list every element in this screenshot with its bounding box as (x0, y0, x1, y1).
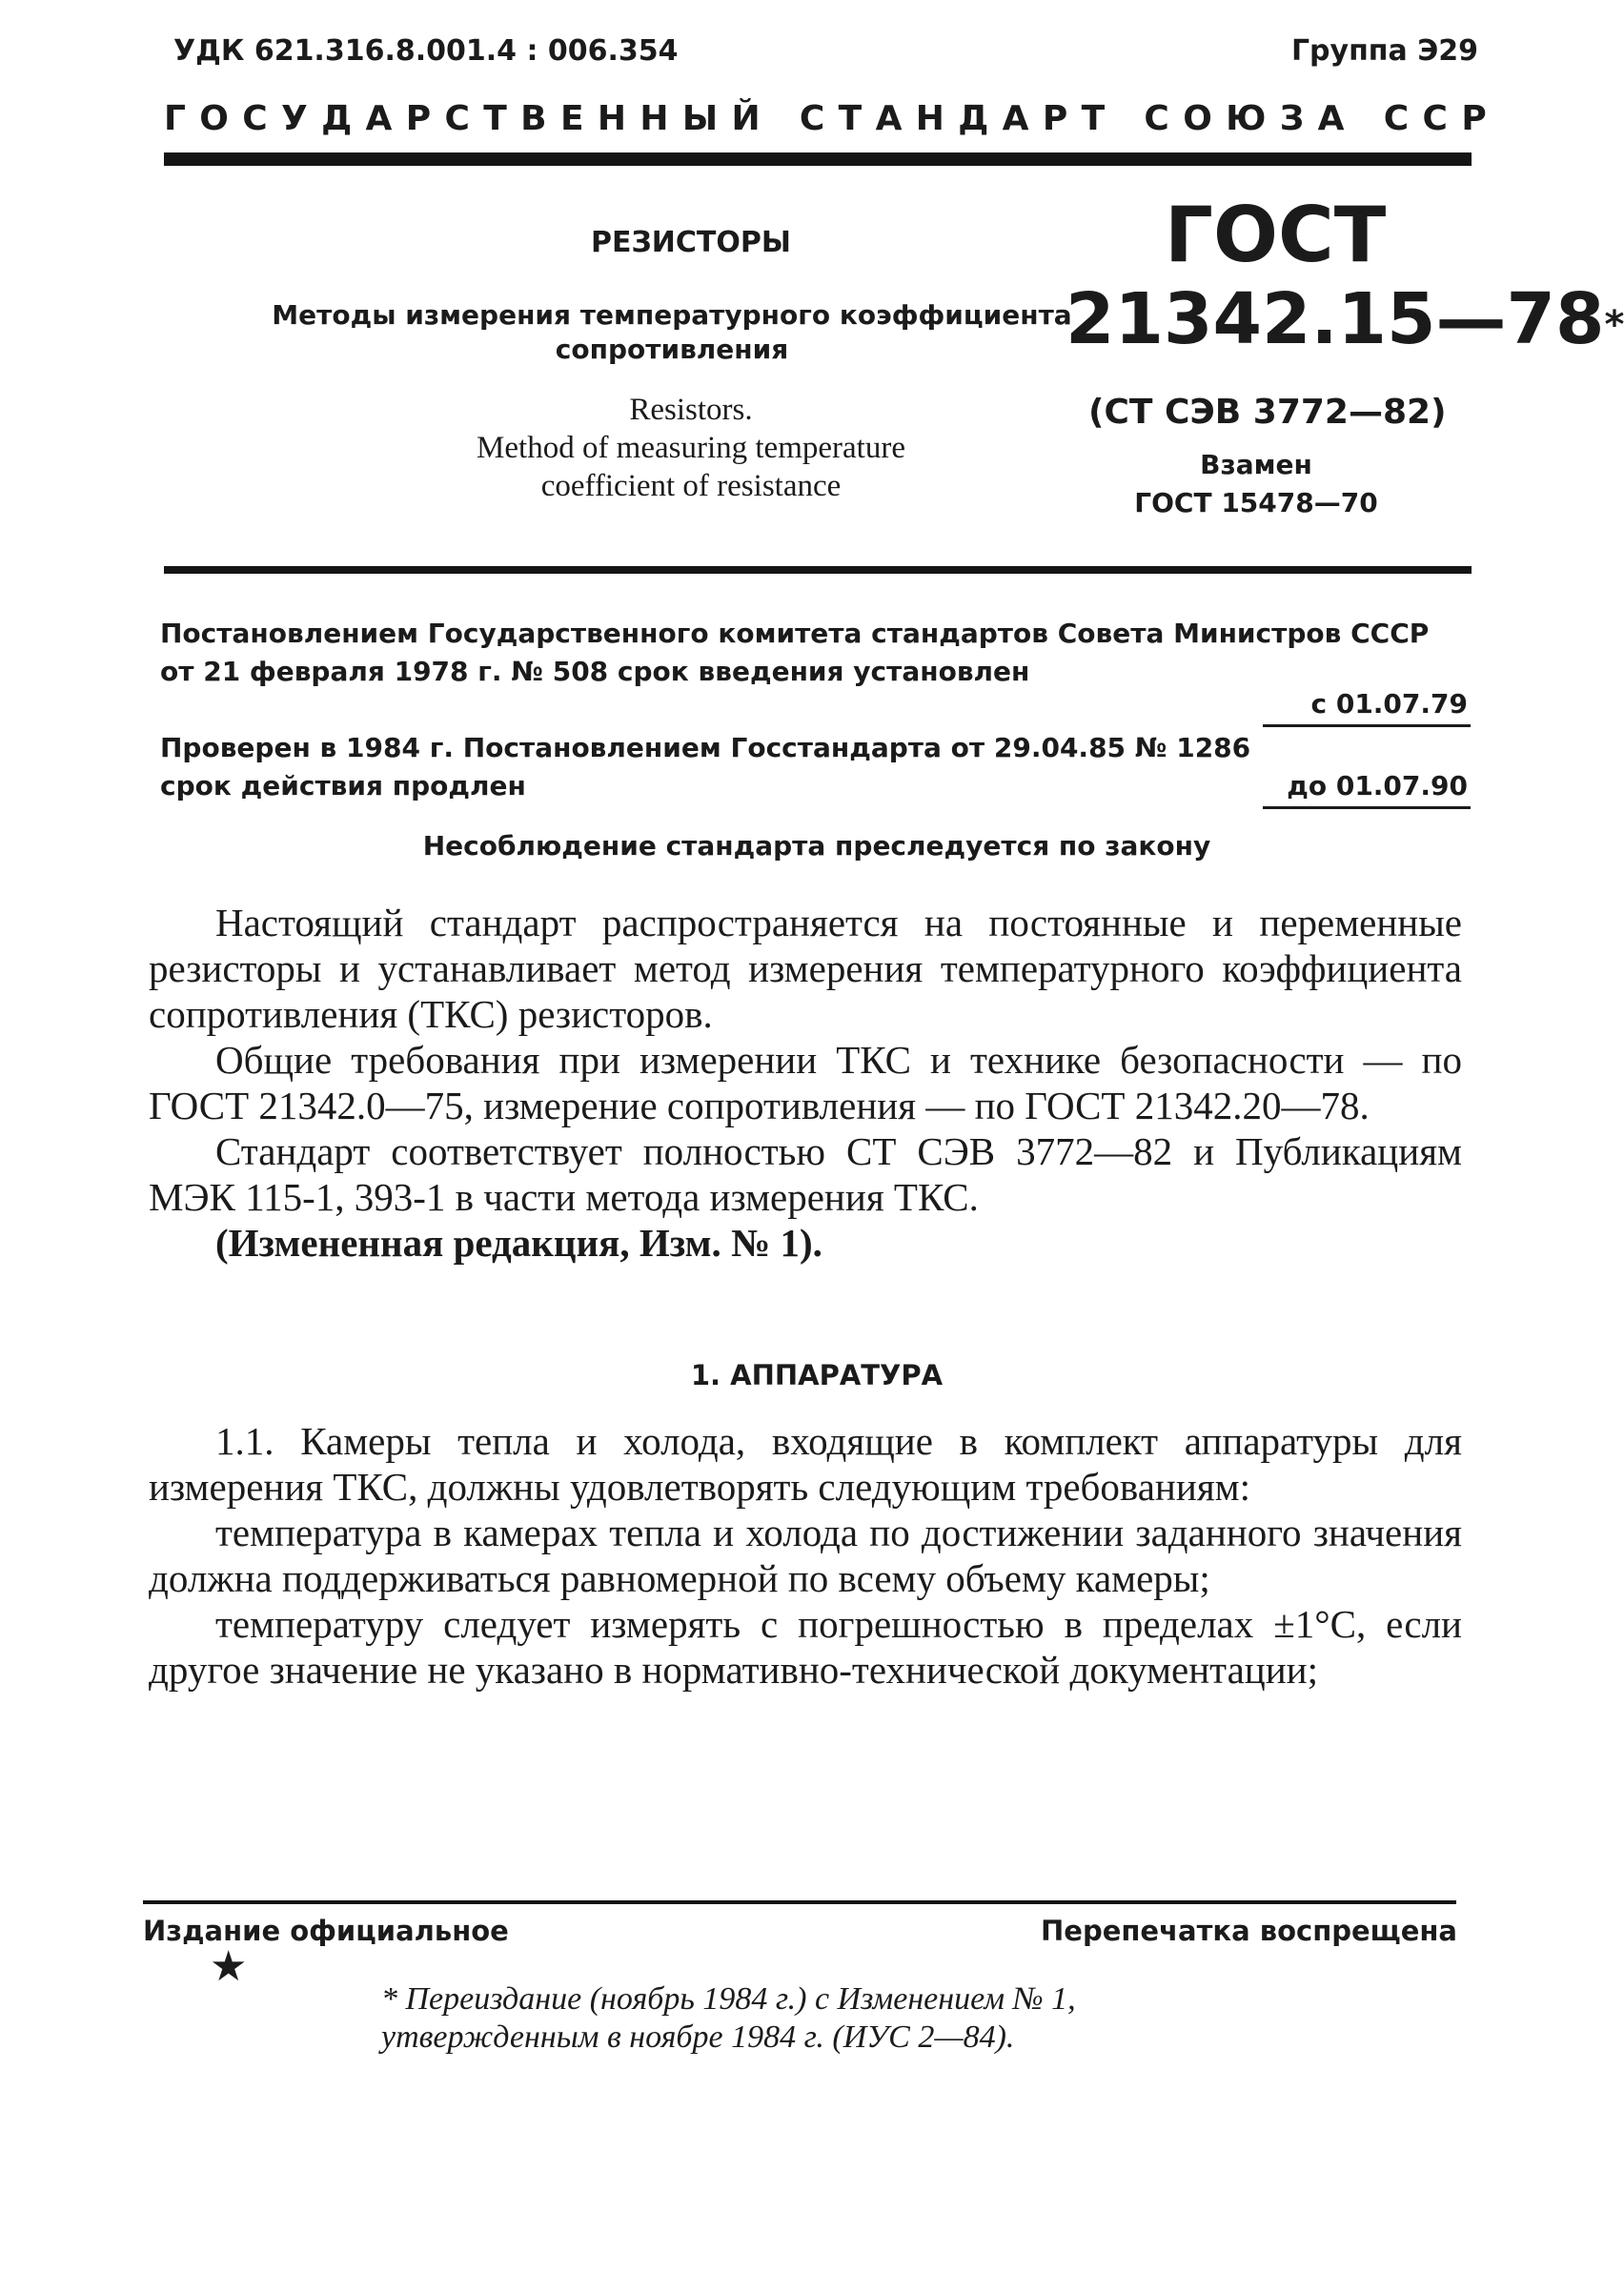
title-rule (164, 566, 1472, 574)
english-title (338, 391, 1044, 505)
section-paragraph-3: температуру следует измерять с погрешностью в пределах ±1°С, если другое значение не указано в нормативно-технической документации; (149, 1602, 1462, 1692)
intro-text (149, 900, 1462, 1266)
english-title-line-2: Method of measuring temperature (477, 431, 905, 465)
banner-letter: О (1183, 99, 1212, 138)
law-notice: Несоблюдение стандарта преследуется по закону (422, 830, 1211, 862)
banner-letter: У (281, 99, 308, 138)
section-text (149, 1418, 1462, 1693)
banner-letter: Т (483, 99, 507, 138)
banner-letter: С (444, 99, 470, 138)
amendment-note: (Измененная редакция, Изм. № 1). (215, 1221, 822, 1265)
date-introduced: с 01.07.79 (1310, 688, 1468, 720)
gost-label: ГОСТ (1165, 191, 1387, 279)
intro-paragraph-3: Стандарт соответствует полностью СТ СЭВ 3772—82 и Публикациям МЭК 115-1, 393-1 в части метода измерения ТКС. (149, 1129, 1462, 1219)
document-subtitle (191, 298, 1153, 367)
banner-letter: З (1279, 99, 1305, 138)
banner-letter: А (875, 99, 903, 138)
section-heading: 1. АППАРАТУРА (690, 1359, 944, 1391)
reprint-prohibited: Перепечатка воспрещена (1041, 1915, 1457, 1947)
english-title-line-1: Resistors. (629, 393, 753, 427)
banner-letter: С (1383, 99, 1410, 138)
section-paragraph-1: 1.1. Камеры тепла и холода, входящие в комплект аппаратуры для измерения ТКС, должны удовлетворять следующим требованиям: (149, 1419, 1462, 1509)
udk-code: УДК 621.316.8.001.4 : 006.354 (173, 34, 679, 68)
date-extended: до 01.07.90 (1287, 770, 1468, 802)
banner-letter: Ы (681, 99, 719, 138)
intro-paragraph-2: Общие требования при измерении ТКС и технике безопасности — по ГОСТ 21342.0—75, измерение сопротивления — по ГОСТ 21342.20—78. (149, 1038, 1462, 1127)
date-introduced-underline (1263, 724, 1471, 727)
banner-letter: Н (639, 99, 669, 138)
banner-letter: Г (164, 99, 186, 138)
date-extended-underline (1263, 806, 1471, 809)
decree-line-1: Постановлением Государственного комитета стандартов Совета Министров СССР (160, 618, 1430, 649)
reissue-line-1: * Переиздание (ноябрь 1984 г.) с Изменением № 1, (381, 1981, 1076, 2017)
standard-banner (164, 99, 1487, 138)
gost-asterisk: * (1604, 303, 1624, 347)
banner-letter: Р (1042, 99, 1068, 138)
document-title: РЕЗИСТОРЫ (591, 226, 791, 259)
header-rule (164, 152, 1472, 166)
footer-rule (143, 1900, 1456, 1904)
group-code: Группа Э29 (1290, 34, 1478, 68)
banner-letter: С (1144, 99, 1169, 138)
banner-letter: С (242, 99, 268, 138)
banner-gap (1119, 99, 1131, 138)
star-icon: ★ (210, 1943, 248, 1990)
banner-gap (774, 99, 786, 138)
replaces-standard: ГОСТ 15478—70 (1134, 487, 1378, 518)
banner-letter: Н (597, 99, 627, 138)
banner-letter: Й (731, 99, 761, 138)
banner-letter: Т (838, 99, 863, 138)
banner-letter: С (1422, 99, 1448, 138)
decree-line-2: от 21 февраля 1978 г. № 508 срок введения установлен (160, 656, 1030, 687)
reissue-note (381, 1980, 1334, 2055)
banner-letter: А (1002, 99, 1029, 138)
replaces-label: Взамен (1200, 449, 1312, 480)
banner-letter: В (520, 99, 547, 138)
banner-letter: С (799, 99, 825, 138)
banner-letter: Д (321, 99, 353, 138)
banner-letter: А (365, 99, 393, 138)
official-edition: Издание официальное (143, 1915, 509, 1947)
banner-letter: Р (405, 99, 432, 138)
checked-block (160, 729, 1304, 805)
checked-line-2: срок действия продлен (160, 770, 526, 802)
banner-letter: Т (1081, 99, 1106, 138)
banner-letter: О (199, 99, 229, 138)
gost-number (1066, 278, 1624, 360)
section-paragraph-2: температура в камерах тепла и холода по достижении заданного значения должна поддерживаться равномерной по всему объему камеры; (149, 1511, 1462, 1600)
subtitle-line-1: Методы измерения температурного коэффициента (272, 299, 1072, 331)
banner-letter: Р (1461, 99, 1487, 138)
banner-letter: Е (559, 99, 584, 138)
replaces-block (1113, 446, 1399, 522)
gost-number-value: 21342.15—78 (1066, 278, 1605, 360)
subtitle-line-2: сопротивления (555, 334, 789, 365)
checked-line-1: Проверен в 1984 г. Постановлением Госстандарта от 29.04.85 № 1286 (160, 732, 1251, 763)
reissue-line-2: утвержденным в ноябре 1984 г. (ИУС 2—84). (381, 2019, 1015, 2055)
banner-letter: Н (915, 99, 944, 138)
banner-letter: Ю (1226, 99, 1267, 138)
banner-letter: А (1317, 99, 1345, 138)
intro-paragraph-1: Настоящий стандарт распространяется на постоянные и переменные резисторы и устанавливает метод измерения температурного коэффициента сопротивления (ТКС) резисторов. (149, 901, 1462, 1036)
banner-letter: Д (958, 99, 989, 138)
st-sev-reference: (СТ СЭВ 3772—82) (1088, 393, 1447, 432)
decree-block (160, 615, 1475, 691)
english-title-line-3: coefficient of resistance (540, 469, 842, 503)
banner-gap (1358, 99, 1370, 138)
